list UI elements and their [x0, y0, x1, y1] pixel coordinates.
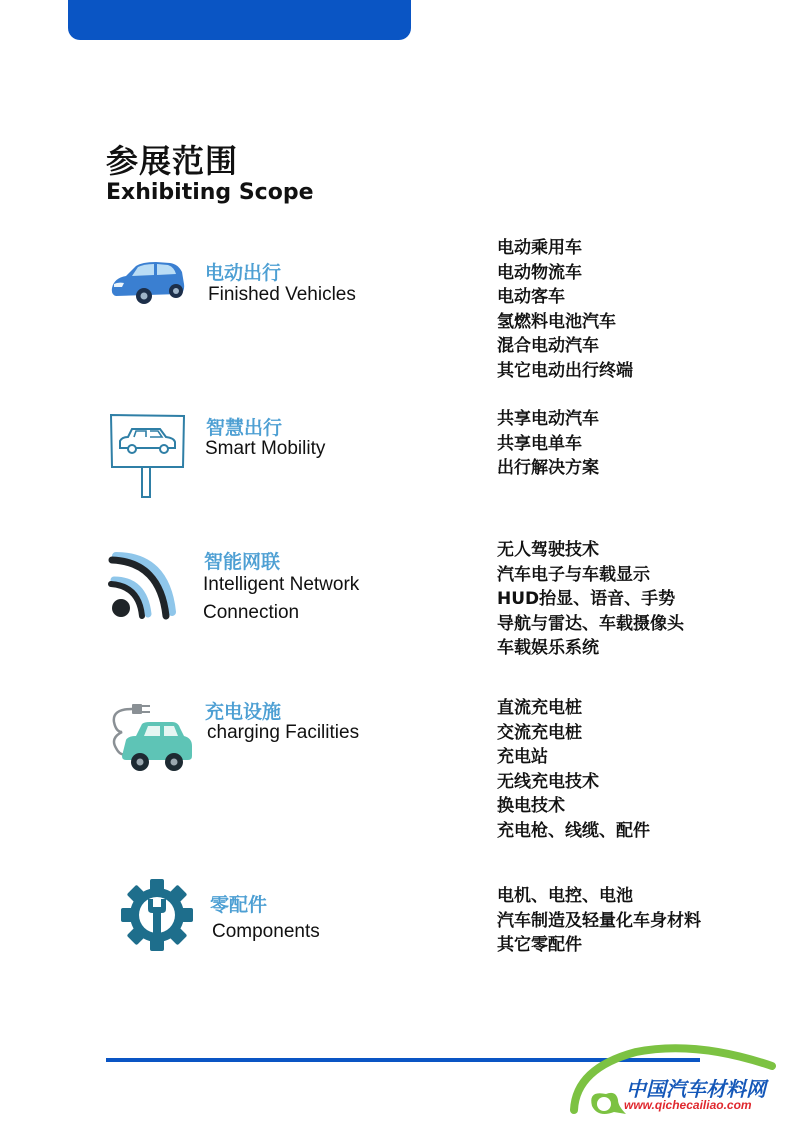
list-item: 出行解决方案 — [497, 458, 599, 479]
category-title-en: charging Facilities — [207, 722, 360, 743]
category-title-zh: 智能网联 — [204, 551, 281, 573]
electric-car-icon — [108, 258, 188, 308]
category-title-en: Smart Mobility — [205, 438, 326, 459]
item-list — [497, 538, 684, 661]
category-title-en: Finished Vehicles — [208, 284, 356, 305]
list-item: 导航与雷达、车载摄像头 — [497, 613, 684, 634]
list-item: 充电枪、线缆、配件 — [497, 820, 650, 841]
car-sign-icon — [108, 412, 188, 502]
item-list — [497, 696, 650, 844]
list-item: 混合电动汽车 — [497, 336, 599, 357]
category-title-en-line2: Connection — [203, 602, 300, 623]
charging-car-icon — [106, 696, 196, 780]
page-title: 参展范围 — [106, 142, 239, 180]
category-title-zh: 充电设施 — [205, 701, 282, 723]
category-title-zh: 零配件 — [210, 894, 268, 916]
list-item: 无线充电技术 — [497, 771, 599, 792]
page-subtitle: Exhibiting Scope — [106, 180, 314, 205]
item-list — [497, 407, 599, 481]
list-item: 其它电动出行终端 — [497, 360, 633, 381]
gear-wrench-icon — [120, 878, 194, 952]
signal-icon — [104, 548, 180, 624]
category-title-en: Components — [212, 921, 320, 942]
list-item: 氢燃料电池汽车 — [497, 311, 616, 332]
list-item: 汽车制造及轻量化车身材料 — [497, 910, 701, 931]
list-item: HUD抬显、语音、手势 — [497, 589, 676, 610]
top-header-tab — [68, 0, 411, 40]
list-item: 电动乘用车 — [497, 238, 582, 258]
list-item: 交流充电桩 — [497, 722, 582, 743]
list-item: 共享电动汽车 — [497, 409, 599, 429]
list-item: 电动物流车 — [497, 262, 582, 283]
list-item: 换电技术 — [497, 796, 565, 817]
list-item: 车载娱乐系统 — [497, 638, 599, 659]
list-item: 汽车电子与车载显示 — [497, 564, 650, 585]
list-item: 充电站 — [497, 747, 548, 768]
item-list — [497, 884, 701, 958]
item-list — [497, 236, 633, 384]
list-item: 电动客车 — [497, 287, 565, 308]
category-title-zh: 智慧出行 — [206, 417, 283, 439]
list-item: 其它零配件 — [497, 935, 582, 956]
category-title-zh: 电动出行 — [205, 262, 282, 284]
list-item: 电机、电控、电池 — [497, 886, 633, 906]
logo-text: 中国汽车材料网 — [626, 1077, 766, 1101]
list-item: 无人驾驶技术 — [497, 540, 599, 560]
list-item: 直流充电桩 — [497, 698, 582, 718]
logo-url[interactable]: www.qichecailiao.com — [624, 1098, 752, 1112]
list-item: 共享电单车 — [497, 433, 582, 454]
category-title-en: Intelligent Network — [203, 574, 360, 595]
